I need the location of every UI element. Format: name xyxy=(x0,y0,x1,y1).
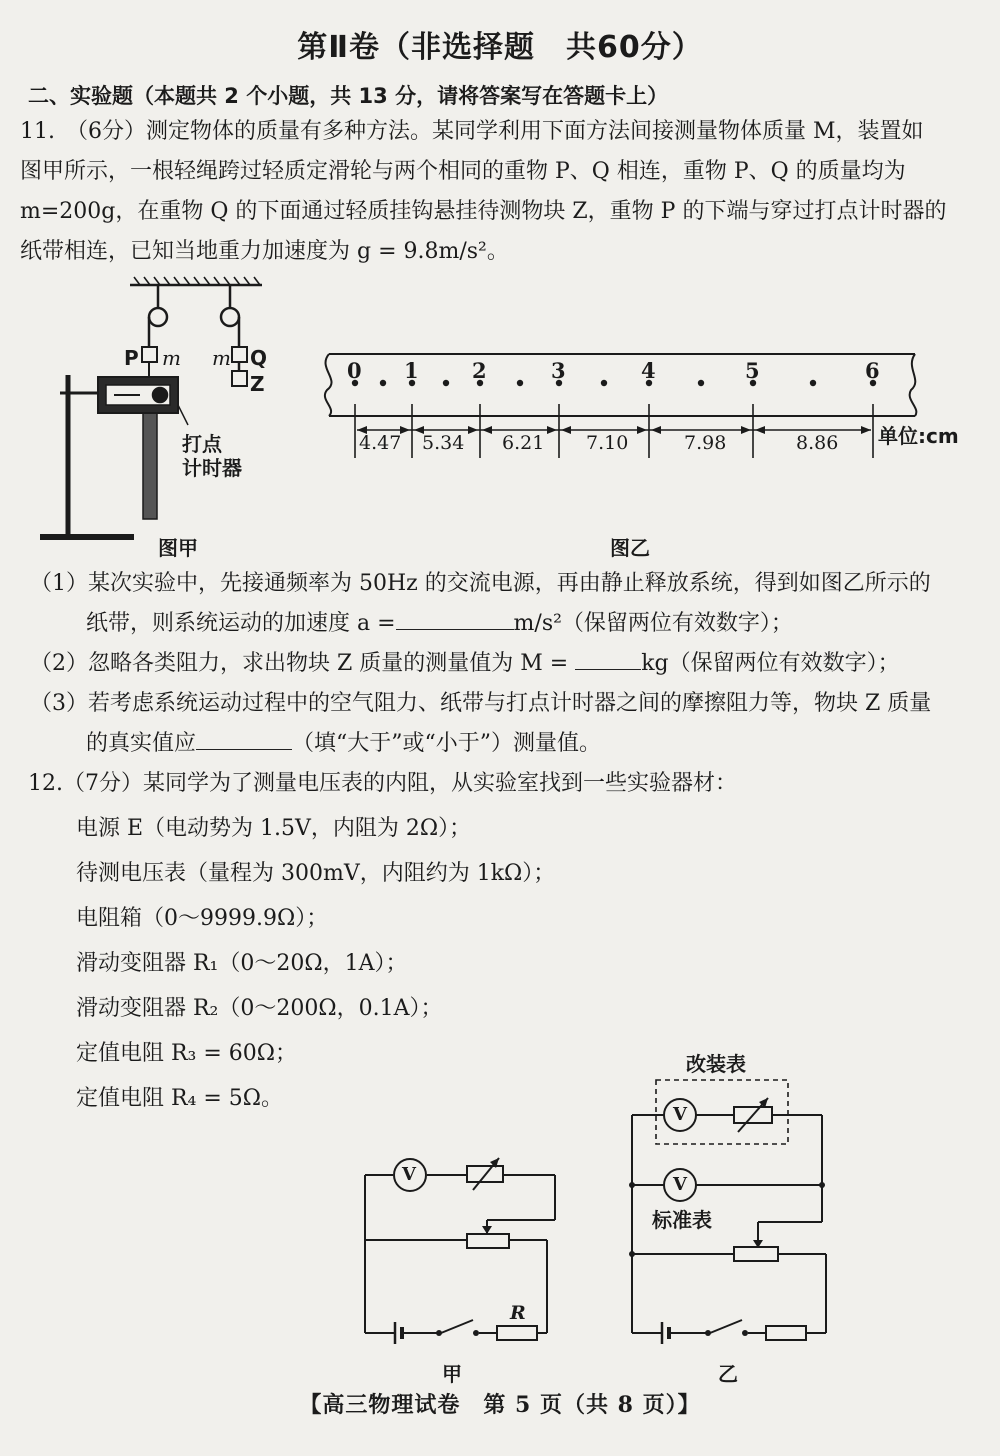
circuit-jia-caption: 甲 xyxy=(442,1362,462,1386)
label-z: Z xyxy=(250,372,265,396)
q11-intro xyxy=(20,112,946,272)
tape-segment-length: 4.47 xyxy=(359,432,402,454)
standard-meter-label: 标准表 xyxy=(652,1208,712,1232)
answer-blank-compare[interactable] xyxy=(196,725,292,750)
tape-point-label: 5 xyxy=(745,358,760,383)
equipment-item: 电阻箱（0～9999.9Ω）； xyxy=(76,906,329,931)
page-title: 第Ⅱ卷（非选择题 共60分） xyxy=(297,30,703,65)
equipment-item: 待测电压表（量程为 300mV，内阻约为 1kΩ）； xyxy=(76,861,556,886)
answer-blank-acceleration[interactable] xyxy=(396,605,514,630)
q11-sub2-suffix: kg（保留两位有效数字）； xyxy=(641,651,900,676)
q11-sub3-suffix: （填“大于”或“小于”）测量值。 xyxy=(292,731,602,756)
tape-point-label: 3 xyxy=(551,358,566,383)
tape-point-label: 0 xyxy=(347,358,362,383)
tape-segment-length: 7.10 xyxy=(586,432,629,454)
label-q: Q xyxy=(250,346,268,370)
tape-unit-label: 单位:cm xyxy=(878,424,959,448)
q12-equipment-list xyxy=(76,806,555,1121)
q11-sub3-line2 xyxy=(86,724,601,764)
tape-point-label: 6 xyxy=(865,358,880,383)
timer-label-line2: 计时器 xyxy=(182,456,242,480)
q11-sub3-line1: （3）若考虑系统运动过程中的空气阻力、纸带与打点计时器之间的摩擦阻力等，物块 Z 质量 xyxy=(30,691,932,716)
answer-blank-mass[interactable] xyxy=(575,645,641,670)
q11-sub1-line2 xyxy=(86,604,793,644)
q11-sub3-prefix: 的真实值应 xyxy=(86,731,197,756)
q11-intro-line: 图甲所示，一根轻绳跨过轻质定滑轮与两个相同的重物 P、Q 相连，重物 P、Q 的质量均为 xyxy=(20,159,906,184)
equipment-item: 定值电阻 R₄ = 5Ω。 xyxy=(76,1086,284,1111)
figure-yi-caption: 图乙 xyxy=(610,536,650,560)
q11-intro-line: m=200g，在重物 Q 的下面通过轻质挂钩悬挂待测物块 Z，重物 P 的下端与穿过打点计时器的 xyxy=(20,199,947,224)
tape-segment-length: 6.21 xyxy=(502,432,545,454)
q12-intro: 12.（7分）某同学为了测量电压表的内阻，从实验室找到一些实验器材： xyxy=(28,771,737,796)
equipment-item: 电源 E（电动势为 1.5V，内阻为 2Ω）； xyxy=(76,816,472,841)
circuit-yi-caption: 乙 xyxy=(718,1362,738,1386)
equipment-item: 滑动变阻器 R₁（0～20Ω，1A）； xyxy=(76,951,408,976)
tape-point-label: 1 xyxy=(404,358,419,383)
timer-label-line1: 打点 xyxy=(182,432,222,456)
figure-jia-caption: 图甲 xyxy=(158,536,198,560)
voltmeter-symbol: V xyxy=(402,1164,416,1185)
page-footer: 【高三物理试卷 第 5 页（共 8 页）】 xyxy=(299,1392,701,1418)
resistor-r-label: R xyxy=(510,1302,526,1324)
equipment-item: 滑动变阻器 R₂（0～200Ω，0.1A）； xyxy=(76,996,443,1021)
figure-jia-apparatus xyxy=(30,275,290,565)
equipment-item: 定值电阻 R₃ = 60Ω； xyxy=(76,1041,298,1066)
q11-intro-line: 11. （6分）测定物体的质量有多种方法。某同学利用下面方法间接测量物体质量 M，装置如 xyxy=(20,119,924,144)
q11-sub1-prefix: 纸带，则系统运动的加速度 a = xyxy=(86,611,396,636)
q11-sub2 xyxy=(30,644,900,684)
voltmeter-symbol: V xyxy=(673,1104,687,1125)
tape-point-label: 2 xyxy=(472,358,487,383)
modified-meter-label: 改装表 xyxy=(686,1052,746,1076)
circuit-jia-diagram xyxy=(355,1150,565,1355)
tape-segment-length: 5.34 xyxy=(422,432,465,454)
tape-point-label: 4 xyxy=(641,358,656,383)
tape-segment-length: 7.98 xyxy=(684,432,727,454)
section-heading: 二、实验题（本题共 2 个小题，共 13 分，请将答案写在答题卡上） xyxy=(28,84,669,108)
tape-segment-length: 8.86 xyxy=(796,432,839,454)
voltmeter-symbol: V xyxy=(673,1174,687,1195)
q11-sub1-suffix: m/s²（保留两位有效数字）； xyxy=(513,611,793,636)
q11-sub1-line1: （1）某次实验中，先接通频率为 50Hz 的交流电源，再由静止释放系统，得到如图乙所示的 xyxy=(30,571,931,596)
label-m1: m xyxy=(162,346,181,370)
label-p: P xyxy=(124,346,139,370)
q11-sub2-prefix: （2）忽略各类阻力，求出物块 Z 质量的测量值为 M = xyxy=(30,651,569,676)
q11-intro-line: 纸带相连，已知当地重力加速度为 g = 9.8m/s²。 xyxy=(20,239,509,264)
label-m2: m xyxy=(212,346,231,370)
